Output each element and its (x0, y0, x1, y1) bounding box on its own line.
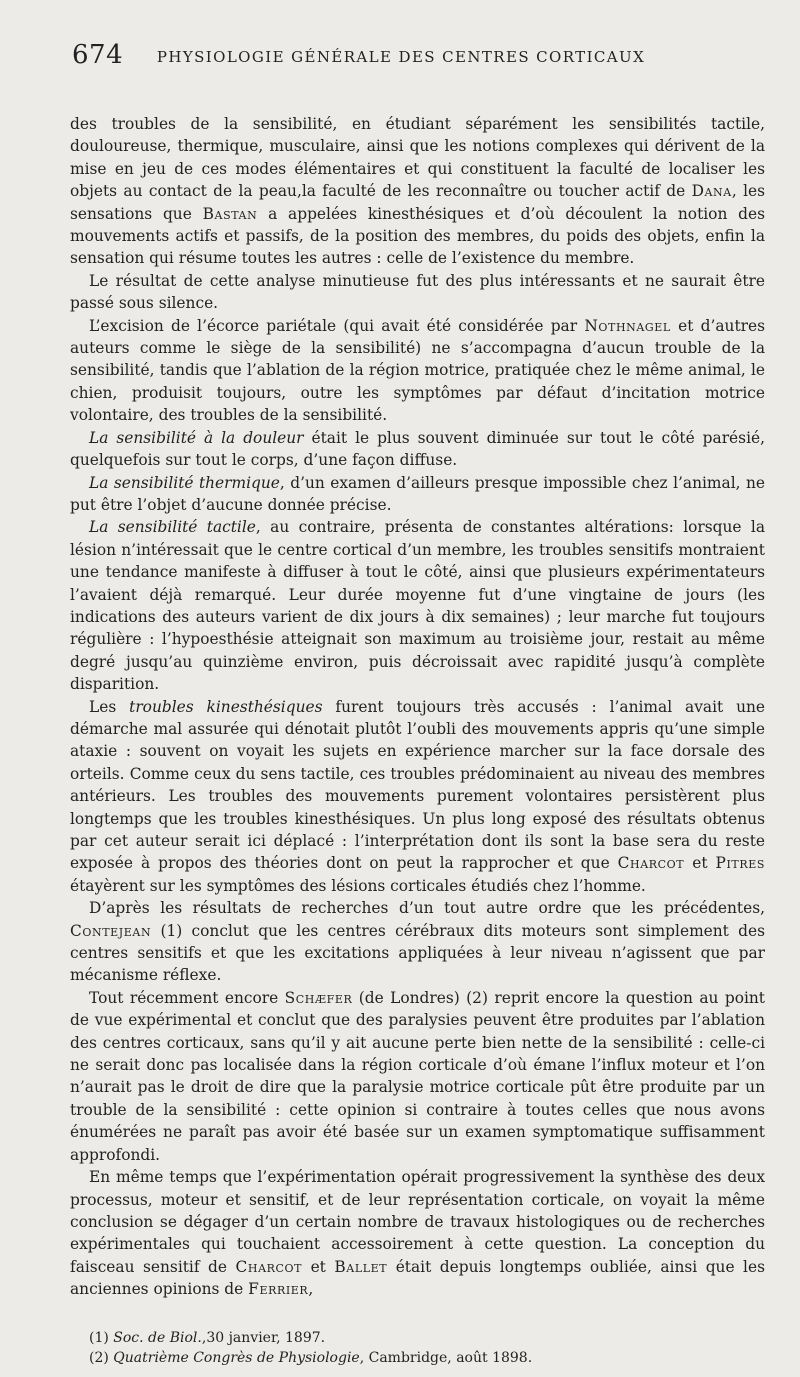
page-header (72, 40, 730, 80)
author-name: Pitres (715, 854, 765, 873)
paragraph: L’excision de l’écorce pariétale (qui avait été considérée par Nothnagel et d’autres auteurs comme le siège de la sensibilité) ne s’accompagna d’aucun trouble de la sensibilité, tandis que l’ablation de la région motrice, pratiquée chez le même animal, le chien, produisit toujours, outre les symptômes par défaut d’incitation motrice volontaire, des troubles de la sensibilité. (70, 316, 765, 425)
footnote: (2) Quatrième Congrès de Physiologie, Cambridge, août 1898. (89, 1350, 533, 1366)
paragraph: La sensibilité thermique, d’un examen d’ailleurs presque impossible chez l’animal, ne put être l’objet d’aucune donnée précise. (70, 473, 765, 514)
italic-term: La sensibilité thermique (89, 473, 280, 492)
paragraph: Tout récemment encore Schæfer (de Londres) (2) reprit encore la question au point de vue expérimental et conclut que des paralysies peuvent être produites par l’ablation des centres corticaux, sans qu’il y ait aucune perte bien nette de la sensibilité : celle-ci ne serait donc pas localisée dans la région corticale d’où émane l’influx moteur et l’on n’aurait pas le droit de dire que la paralysie motrice corticale pût être produite par un trouble de la sensibilité : cette opinion si contraire à toutes celles que nous avons énumérées ne paraît pas avoir été basée sur un examen symptomatique suffisamment approfondi. (70, 988, 765, 1164)
paragraph: D’après les résultats de recherches d’un tout autre ordre que les précédentes, Contejean (1) conclut que les centres cérébraux dits moteurs sont simplement des centres sensitifs et que les excitations appliquées à leur niveau n’agissent que par mécanisme réflexe. (70, 899, 765, 985)
author-name: Bastan (202, 204, 258, 223)
italic-term: La sensibilité tactile (89, 518, 256, 537)
paragraph: des troubles de la sensibilité, en étudiant séparément les sensibilités tactile, douloureuse, thermique, musculaire, ainsi que les notions complexes qui dérivent de la mise en jeu de ces modes élémentaires et qui constituent la faculté de localiser les objets au contact de la peau,la faculté de les reconnaître ou toucher actif de Dana, les sensations que Bastan a appelées kinesthésiques et d’où découlent la notion des mouvements actifs et passifs, de la position des membres, du poids des objets, enfin la sensation qui résume toutes les autres : celle de l’existence du membre. (70, 115, 766, 268)
author-name: Schæfer (284, 988, 353, 1007)
author-name: Dana (691, 182, 732, 201)
author-name: Nothnagel (584, 316, 671, 335)
footnotes (89, 1328, 739, 1368)
italic-term: troubles kinesthésiques (129, 697, 323, 716)
page-number: 674 (72, 40, 124, 70)
paragraph: La sensibilité à la douleur était le plus souvent diminuée sur tout le côté parésié, quelquefois sur tout le corps, d’une façon diffuse. (70, 428, 765, 470)
paragraph: La sensibilité tactile, au contraire, présenta de constantes altérations: lorsque la lésion n’intéressait que le centre cortical d’un membre, les troubles sensitifs montraient une tendance manifeste à diffuser à tout le côté, ainsi que plusieurs expérimentateurs l’avaient déjà remarqué. Leur durée moyenne fut d’une vingtaine de jours (les indications des auteurs varient de dix jours à dix semaines) ; leur marche fut toujours régulière : l’hypoesthésie atteignait son maximum au troisième jour, restait au même degré jusqu’au quinzième environ, puis décroissait avec rapidité jusqu’à complète disparition. (70, 518, 765, 694)
body-text (70, 113, 765, 1301)
footnote: (1) Soc. de Biol.,30 janvier, 1897. (89, 1330, 326, 1346)
italic-term: La sensibilité à la douleur (89, 428, 304, 447)
author-name: Ballet (334, 1257, 388, 1276)
running-head: PHYSIOLOGIE GÉNÉRALE DES CENTRES CORTICAUX (156, 48, 646, 66)
author-name: Ferrier (248, 1280, 309, 1299)
paragraph: En même temps que l’expérimentation opérait progressivement la synthèse des deux processus, moteur et sensitif, et de leur représentation corticale, on voyait la même conclusion se dégager d’un certain nombre de travaux histologiques ou de recherches expérimentales qui touchaient accessoirement à cette question. La conception du faisceau sensitif de Charcot et Ballet était depuis longtemps oubliée, ainsi que les anciennes opinions de Ferrier, (70, 1168, 765, 1299)
paragraph: Les troubles kinesthésiques furent toujours très accusés : l’animal avait une démarche mal assurée qui dénotait plutôt l’oubli des mouvements appris qu’une simple ataxie : souvent on voyait les sujets en expérience marcher sur la face dorsale des orteils. Comme ceux du sens tactile, ces troubles prédominaient au niveau des membres antérieurs. Les troubles des mouvements purement volontaires persistèrent plus longtemps que les troubles kinesthésiques. Un plus long exposé des résultats obtenus par cet auteur serait ici déplacé : l’interprétation dont ils sont la base sera du reste exposée à propos des théories dont on peut la rapprocher et que Charcot et Pitres étayèrent sur les symptômes des lésions corticales étudiés chez l’homme. (70, 697, 766, 895)
paragraph: Le résultat de cette analyse minutieuse fut des plus intéressants et ne saurait être passé sous silence. (70, 271, 765, 313)
author-name: Charcot (617, 854, 685, 873)
author-name: Contejean (70, 921, 152, 940)
author-name: Charcot (235, 1257, 303, 1276)
